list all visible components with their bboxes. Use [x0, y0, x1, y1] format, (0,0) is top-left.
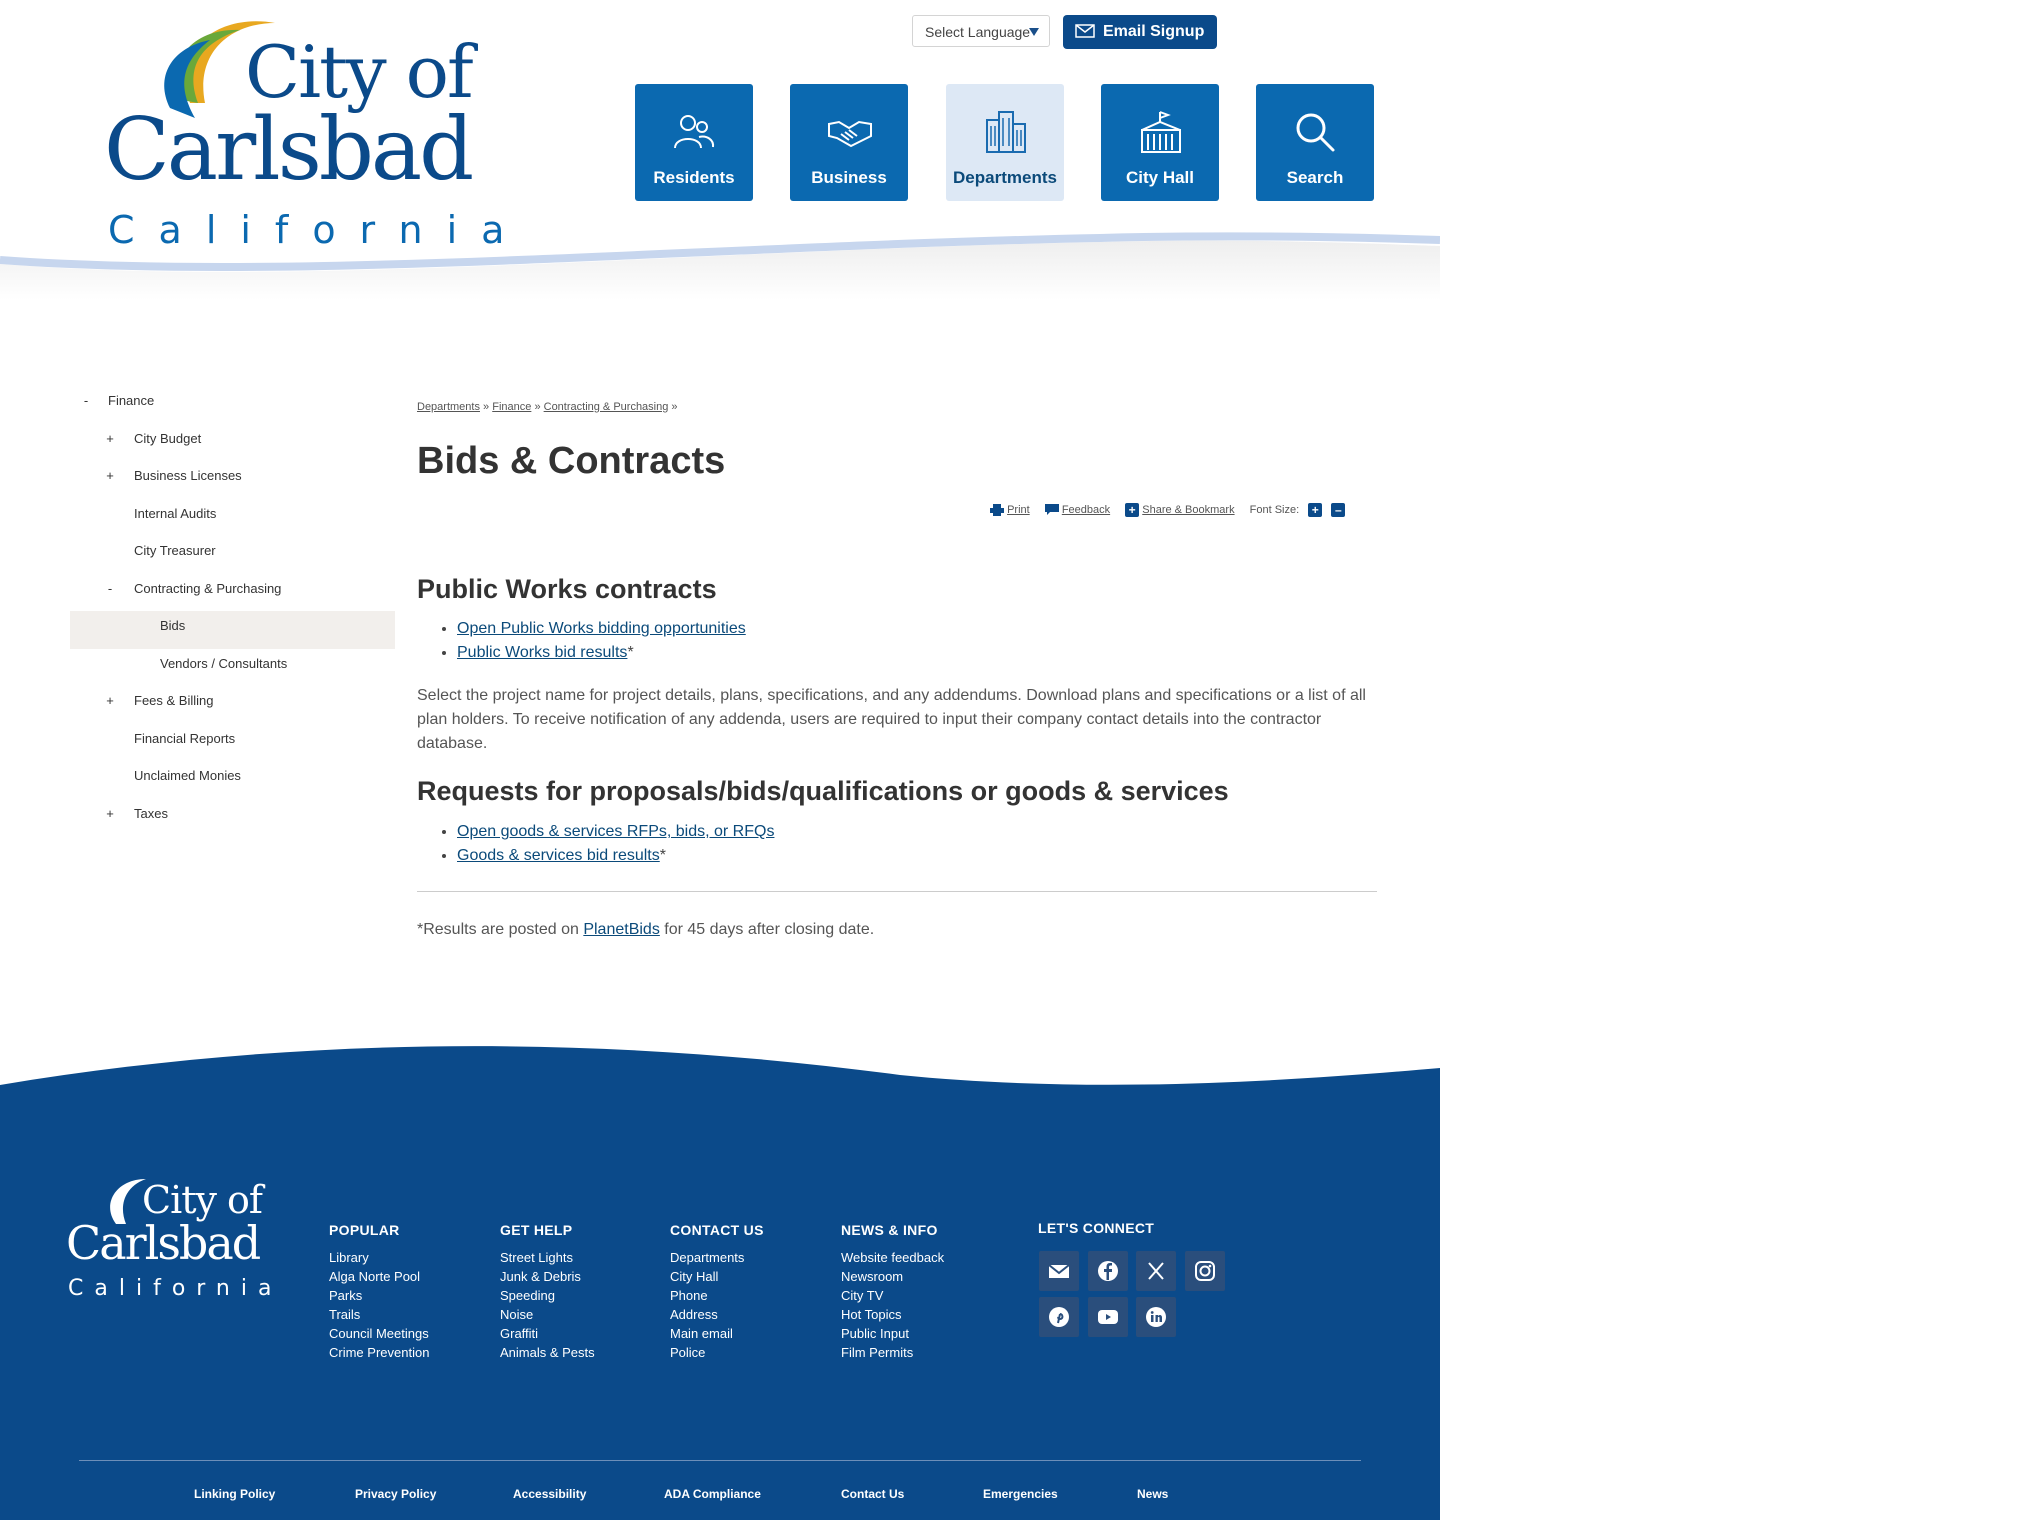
nav-residents-label: Residents	[653, 168, 735, 187]
footer-column-contact	[670, 1222, 764, 1362]
open-public-works-link[interactable]: Open Public Works bidding opportunities	[457, 620, 746, 637]
header-wave-divider	[0, 230, 1440, 300]
sidebar-item-label: Unclaimed Monies	[134, 768, 241, 783]
language-select[interactable]	[912, 15, 1050, 47]
youtube-icon	[1097, 1306, 1119, 1328]
footer-link-film-permits[interactable]: Film Permits	[841, 1345, 914, 1360]
goods-services-links	[417, 820, 774, 868]
sidebar-item-label: Contracting & Purchasing	[134, 580, 282, 596]
sidebar-item-label: Finance	[108, 393, 155, 408]
footer-logo-city-of: City of	[142, 1178, 262, 1222]
public-works-results-link[interactable]: Public Works bid results	[457, 644, 628, 661]
footer-heading: CONTACT US	[670, 1222, 764, 1238]
footer-link-noise[interactable]: Noise	[500, 1307, 534, 1322]
footer-link-parks[interactable]: Parks	[329, 1288, 363, 1303]
linkedin-button[interactable]	[1136, 1297, 1176, 1337]
footer-link-contact-us[interactable]: Contact Us	[841, 1487, 905, 1501]
expand-toggle[interactable]: +	[106, 693, 114, 708]
x-twitter-icon	[1145, 1260, 1167, 1282]
nav-city-hall-button[interactable]	[1101, 84, 1219, 201]
breadcrumb-separator: »	[483, 401, 490, 413]
instagram-button[interactable]	[1185, 1251, 1225, 1291]
sidebar-item-label: Bids	[160, 618, 186, 633]
email-signup-label: Email Signup	[1103, 23, 1205, 40]
footer-link-accessibility[interactable]: Accessibility	[513, 1487, 587, 1501]
collapse-toggle[interactable]: -	[107, 580, 113, 596]
list-item	[457, 617, 746, 641]
language-select-label: Select Language	[925, 24, 1031, 40]
open-goods-services-link[interactable]: Open goods & services RFPs, bids, or RFQs	[457, 823, 775, 840]
sidebar-item-bids[interactable]	[70, 611, 395, 649]
font-size-decrease-button[interactable]: –	[1331, 503, 1345, 517]
footer-link-phone[interactable]: Phone	[670, 1288, 708, 1303]
logo-text-city-of: City of	[245, 30, 472, 114]
footer-heading: POPULAR	[329, 1222, 400, 1238]
footer-link-council[interactable]: Council Meetings	[329, 1326, 429, 1341]
pinterest-icon	[1048, 1306, 1070, 1328]
instagram-icon	[1194, 1260, 1216, 1282]
footer-link-public-input[interactable]: Public Input	[841, 1326, 909, 1341]
youtube-button[interactable]	[1088, 1297, 1128, 1337]
footer-link-trails[interactable]: Trails	[329, 1307, 361, 1322]
sidebar-item-label: Financial Reports	[134, 730, 236, 746]
sidebar-item-label: City Budget	[134, 430, 202, 446]
nav-city-hall-label: City Hall	[1125, 168, 1195, 187]
footer-link-privacy-policy[interactable]: Privacy Policy	[355, 1487, 437, 1501]
footer-link-speeding[interactable]: Speeding	[500, 1288, 555, 1303]
content-divider	[417, 891, 1377, 892]
footer-heading: NEWS & INFO	[841, 1222, 938, 1238]
footer-column-get-help	[500, 1222, 595, 1362]
email-signup-button[interactable]	[1063, 15, 1217, 49]
list-item	[457, 844, 774, 868]
sidebar-item-financial-reports[interactable]	[70, 724, 395, 762]
email-icon	[1048, 1260, 1070, 1282]
email-social-button[interactable]	[1039, 1251, 1079, 1291]
footer-heading: GET HELP	[500, 1222, 573, 1238]
footer-link-police[interactable]: Police	[670, 1345, 706, 1360]
note-prefix: *Results are posted on	[417, 921, 584, 938]
logo-text-california: California	[108, 208, 529, 252]
dropdown-arrow-icon	[1029, 28, 1039, 36]
font-size-label: Font Size:	[1249, 503, 1300, 516]
sidebar-nav	[70, 386, 395, 836]
footer-logo-carlsbad: Carlsbad	[66, 1216, 260, 1270]
footer-link-departments[interactable]: Departments	[670, 1250, 745, 1265]
asterisk: *	[659, 847, 666, 864]
collapse-toggle[interactable]: -	[83, 393, 89, 408]
envelope-icon	[1075, 24, 1095, 38]
speech-bubble-icon	[1045, 504, 1059, 516]
footer-link-ada-compliance[interactable]: ADA Compliance	[664, 1487, 761, 1501]
nav-business-button[interactable]	[790, 84, 908, 201]
sidebar-item-city-budget[interactable]	[70, 424, 395, 462]
expand-toggle[interactable]: +	[106, 468, 114, 483]
plus-icon: +	[1125, 503, 1139, 517]
breadcrumb-link-finance[interactable]: Finance	[492, 401, 532, 413]
feedback-link[interactable]: Feedback	[1061, 503, 1111, 516]
goods-services-results-link[interactable]: Goods & services bid results	[457, 847, 660, 864]
footer-link-alga-norte[interactable]: Alga Norte Pool	[329, 1269, 421, 1284]
printer-icon	[990, 504, 1004, 516]
nav-search-label: Search	[1286, 168, 1344, 187]
breadcrumb-separator: »	[671, 401, 678, 413]
footer-link-city-tv[interactable]: City TV	[841, 1288, 884, 1303]
facebook-icon	[1097, 1260, 1119, 1282]
sidebar-item-label: Fees & Billing	[134, 693, 214, 708]
public-works-description: Select the project name for project details, plans, specifications, and any addendums. Download plans and specifications or a list of all plan holders. To receive notification of any addenda, users are required to input their company contact details into the contractor database.	[417, 687, 1366, 752]
footer-link-library[interactable]: Library	[329, 1250, 369, 1265]
footer-column-connect	[1038, 1220, 1154, 1246]
footer-column-popular	[329, 1222, 429, 1362]
footer-heading: LET'S CONNECT	[1038, 1220, 1155, 1236]
sidebar-item-label: Business Licenses	[134, 468, 242, 483]
footer-link-website-feedback[interactable]: Website feedback	[841, 1250, 945, 1265]
footer-divider	[79, 1460, 1361, 1461]
sidebar-item-vendors-consultants[interactable]	[70, 649, 395, 687]
footer-logo[interactable]	[66, 1170, 286, 1320]
residents-icon	[672, 110, 716, 154]
footer-link-news[interactable]: News	[1137, 1487, 1169, 1501]
print-link[interactable]: Print	[1007, 503, 1030, 516]
breadcrumb	[417, 401, 678, 413]
footer-link-animals[interactable]: Animals & Pests	[500, 1345, 595, 1360]
footer-logo-california: California	[68, 1276, 283, 1301]
footer-link-street-lights[interactable]: Street Lights	[500, 1250, 573, 1265]
nav-search-button[interactable]	[1256, 84, 1374, 201]
expand-toggle[interactable]: +	[106, 430, 114, 446]
linkedin-icon	[1145, 1306, 1167, 1328]
footer-link-emergencies[interactable]: Emergencies	[983, 1487, 1058, 1501]
sidebar-item-label: City Treasurer	[134, 543, 216, 558]
buildings-icon	[983, 110, 1029, 154]
pinterest-button[interactable]	[1039, 1297, 1079, 1337]
share-tool[interactable]	[1125, 504, 1237, 516]
section-heading-public-works: Public Works contracts	[417, 574, 717, 604]
footer-link-newsroom[interactable]: Newsroom	[841, 1269, 904, 1284]
sidebar-item-city-treasurer[interactable]	[70, 536, 395, 574]
sidebar-item-business-licenses[interactable]	[70, 461, 395, 499]
list-item	[457, 820, 774, 844]
footer-link-main-email[interactable]: Main email	[670, 1326, 733, 1341]
footer-link-junk[interactable]: Junk & Debris	[500, 1269, 581, 1284]
nav-residents-button[interactable]	[635, 84, 753, 201]
section-heading-rfp: Requests for proposals/bids/qualifications or goods & services	[417, 776, 1229, 806]
sidebar-item-label: Vendors / Consultants	[160, 655, 288, 671]
sidebar-item-finance[interactable]	[70, 386, 395, 424]
font-size-increase-button[interactable]: +	[1308, 503, 1322, 517]
logo-text-carlsbad: Carlsbad	[104, 100, 472, 200]
public-works-links	[417, 617, 746, 665]
sidebar-item-label: Internal Audits	[134, 505, 217, 521]
city-logo[interactable]	[100, 8, 529, 258]
footer-column-news	[841, 1222, 944, 1362]
facebook-button[interactable]	[1088, 1251, 1128, 1291]
share-bookmark-link[interactable]: Share & Bookmark	[1142, 503, 1235, 516]
planetbids-link[interactable]: PlanetBids	[583, 921, 660, 938]
sidebar-item-contracting-purchasing[interactable]	[70, 574, 395, 612]
asterisk: *	[627, 644, 634, 661]
page-title: Bids & Contracts	[417, 440, 726, 482]
footer-link-hot-topics[interactable]: Hot Topics	[841, 1307, 902, 1322]
footer-link-crime[interactable]: Crime Prevention	[329, 1345, 430, 1360]
city-hall-icon	[1138, 110, 1184, 154]
x-twitter-button[interactable]	[1136, 1251, 1176, 1291]
sidebar-item-internal-audits[interactable]	[70, 499, 395, 537]
results-note	[417, 918, 1377, 942]
breadcrumb-separator: »	[534, 401, 541, 413]
footer-link-graffiti[interactable]: Graffiti	[500, 1326, 539, 1341]
search-icon	[1293, 110, 1337, 154]
sidebar-item-fees-billing[interactable]	[70, 686, 395, 724]
breadcrumb-link-departments[interactable]: Departments	[417, 401, 480, 413]
expand-toggle[interactable]: +	[106, 805, 114, 821]
nav-departments-button[interactable]	[946, 84, 1064, 201]
handshake-icon	[827, 110, 873, 154]
sidebar-item-unclaimed-monies[interactable]	[70, 761, 395, 799]
nav-departments-label: Departments	[953, 168, 1057, 187]
nav-business-label: Business	[811, 168, 887, 187]
footer-link-linking-policy[interactable]: Linking Policy	[194, 1487, 276, 1501]
page-tools	[990, 503, 1345, 517]
note-suffix: for 45 days after closing date.	[659, 921, 875, 938]
list-item	[457, 641, 746, 665]
sidebar-item-label: Taxes	[134, 805, 168, 821]
feedback-tool[interactable]	[1045, 504, 1113, 516]
footer-link-city-hall[interactable]: City Hall	[670, 1269, 719, 1284]
footer-link-address[interactable]: Address	[670, 1307, 718, 1322]
print-tool[interactable]	[990, 504, 1033, 516]
breadcrumb-link-contracting[interactable]: Contracting & Purchasing	[543, 401, 669, 413]
sidebar-item-taxes[interactable]	[70, 799, 395, 837]
